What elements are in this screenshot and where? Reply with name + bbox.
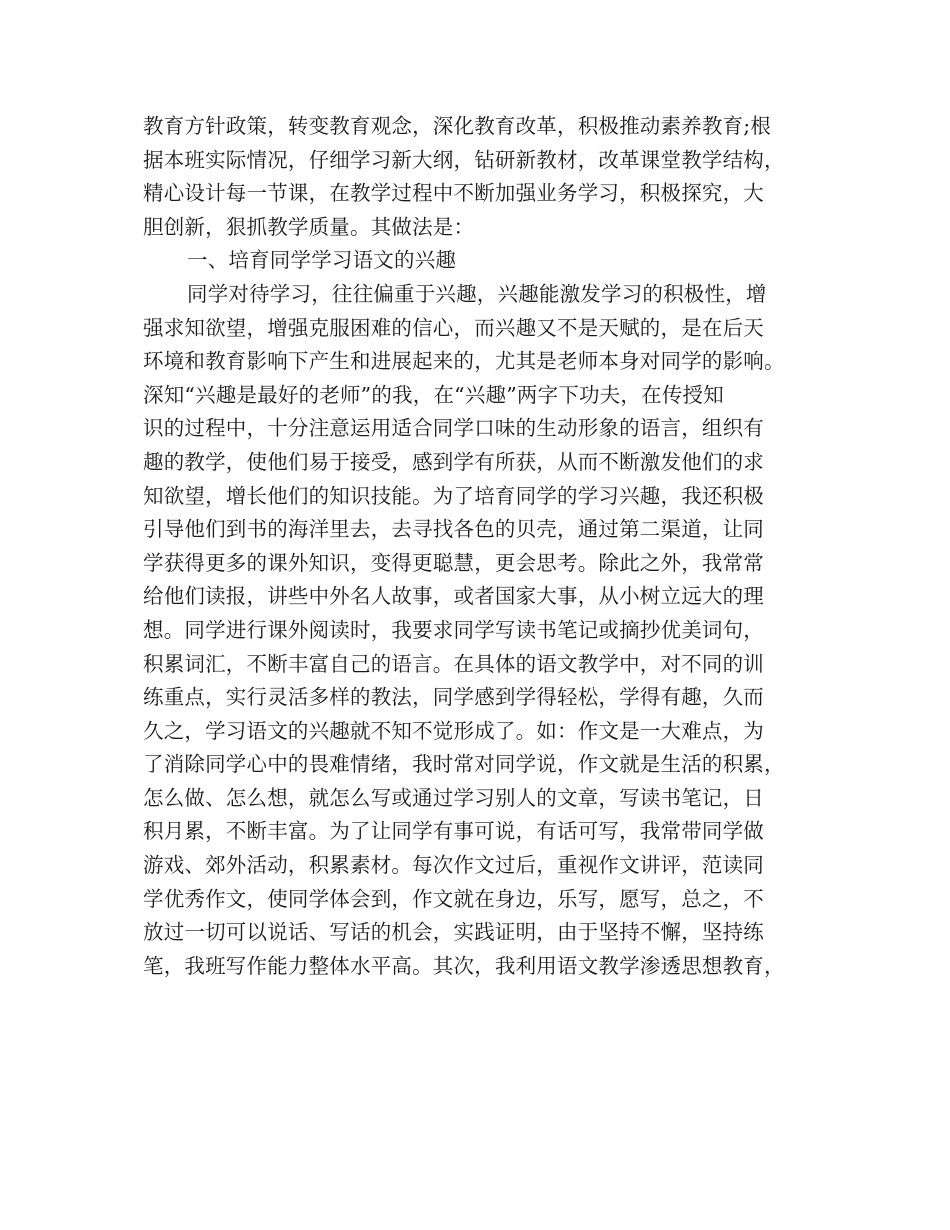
text-line: 据本班实际情况，仔细学习新大纲，钻研新教材，改革课堂教学结构，	[143, 147, 785, 172]
text-line: 深知“兴趣是最好的老师”的我，在“兴趣”两字下功夫，在传授知	[143, 382, 724, 407]
text-line: 识的过程中，十分注意运用适合同学口味的生动形象的语言，组织有	[143, 416, 764, 441]
text-line: 学获得更多的课外知识，变得更聪慧，更会思考。除此之外，我常常	[143, 550, 764, 575]
text-line: 强求知欲望，增强克服困难的信心，而兴趣又不是天赋的，是在后天	[143, 315, 764, 340]
text-line: 环境和教育影响下产生和进展起来的，尤其是老师本身对同学的影响。	[143, 349, 785, 374]
section-heading: 一、培育同学学习语文的兴趣	[187, 248, 457, 273]
text-line: 想。同学进行课外阅读时，我要求同学写读书笔记或摘抄优美词句，	[143, 617, 764, 642]
text-line: 教育方针政策，转变教育观念，深化教育改革，积极推动素养教育;根	[143, 114, 772, 138]
document-body	[143, 110, 813, 983]
text-line: 积月累，不断丰富。为了让同学有事可说，有话可写，我常带同学做	[143, 819, 764, 844]
text-line: 趣的教学，使他们易于接受，感到学有所获，从而不断激发他们的求	[143, 449, 764, 474]
text-line: 知欲望，增长他们的知识技能。为了培育同学的学习兴趣，我还积极	[143, 483, 764, 508]
text-line: 引导他们到书的海洋里去，去寻找各色的贝壳，通过第二渠道，让同	[143, 517, 764, 542]
text-line: 久之，学习语文的兴趣就不知不觉形成了。如：作文是一大难点，为	[143, 718, 764, 743]
text-line: 笔，我班写作能力整体水平高。其次，我利用语文教学渗透思想教育，	[143, 953, 785, 978]
text-line: 练重点，实行灵活多样的教法，同学感到学得轻松，学得有趣，久而	[143, 685, 764, 710]
text-line: 游戏、郊外活动，积累素材。每次作文过后，重视作文讲评，范读同	[143, 853, 764, 878]
text-line: 放过一切可以说话、写话的机会，实践证明，由于坚持不懈，坚持练	[143, 920, 764, 945]
text-line: 同学对待学习，往往偏重于兴趣，兴趣能激发学习的积极性，增	[187, 281, 767, 306]
text-line: 学优秀作文，使同学体会到，作文就在身边，乐写，愿写，总之，不	[143, 886, 764, 911]
text-line: 怎么做、怎么想，就怎么写或通过学习别人的文章，写读书笔记，日	[143, 785, 764, 810]
text-line: 精心设计每一节课，在教学过程中不断加强业务学习，积极探究，大	[143, 181, 764, 206]
text-line: 积累词汇，不断丰富自己的语言。在具体的语文教学中，对不同的训	[143, 651, 764, 676]
text-line: 给他们读报，讲些中外名人故事，或者国家大事，从小树立远大的理	[143, 584, 764, 609]
text-line: 胆创新，狠抓教学质量。其做法是：	[143, 214, 475, 239]
text-line: 了消除同学心中的畏难情绪，我时常对同学说，作文就是生活的积累，	[143, 752, 785, 777]
